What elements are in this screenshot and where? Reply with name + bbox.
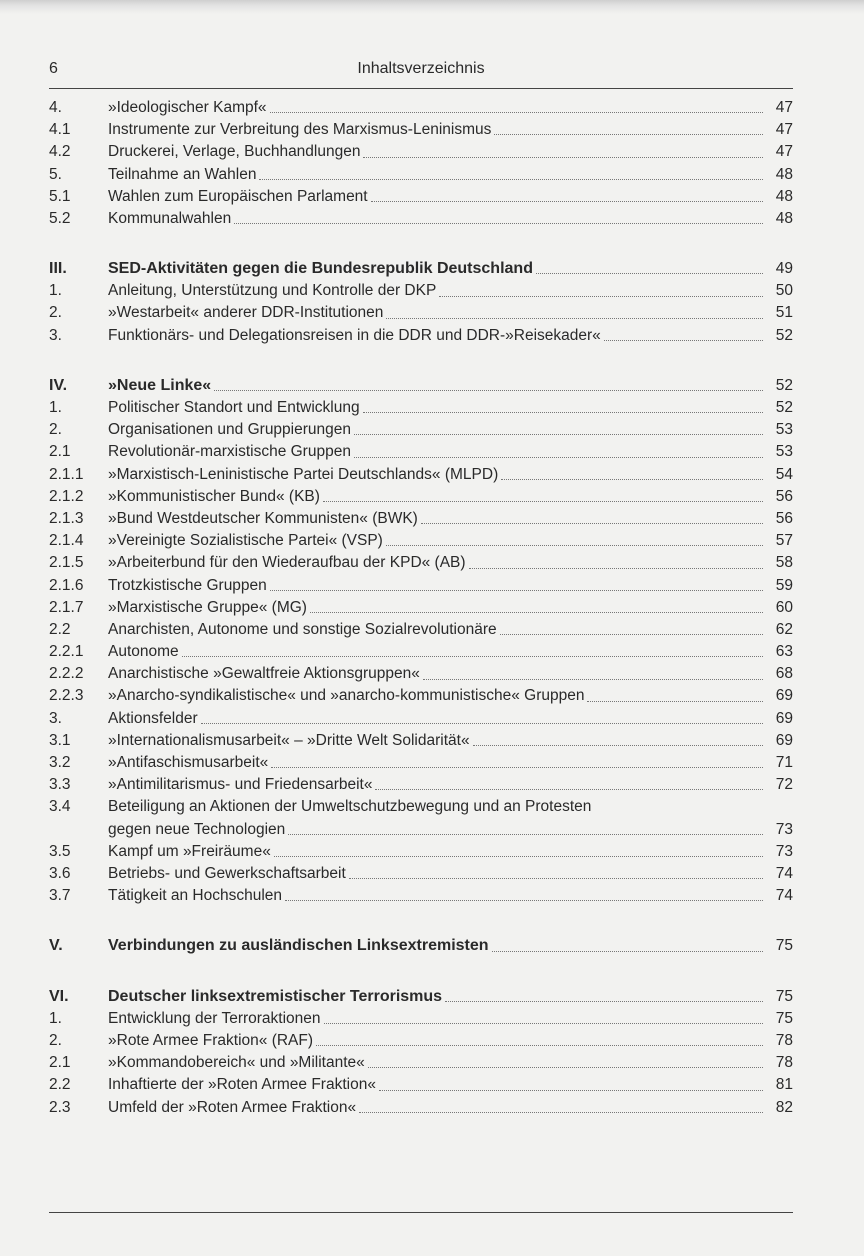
dot-leader xyxy=(445,995,763,1002)
toc-entry[interactable] xyxy=(49,119,793,141)
dot-leader xyxy=(375,783,763,790)
entry-number: 2.2.2 xyxy=(49,665,84,683)
section-number: IV. xyxy=(49,376,68,394)
entry-number: 2. xyxy=(49,421,62,439)
entry-page: 69 xyxy=(775,731,793,749)
entry-page: 52 xyxy=(775,376,793,394)
toc-entry[interactable] xyxy=(49,486,793,508)
toc-entry[interactable] xyxy=(49,641,793,663)
entry-page: 75 xyxy=(775,1009,793,1027)
dot-leader xyxy=(270,584,763,591)
dot-leader xyxy=(604,334,763,341)
page-number: 6 xyxy=(49,60,58,77)
entry-page: 74 xyxy=(775,865,793,882)
toc-entry[interactable] xyxy=(49,619,793,641)
toc-entry[interactable] xyxy=(49,686,793,708)
entry-title: »Vereinigte Sozialistische Partei« (VSP) xyxy=(108,532,383,550)
entry-number: 3. xyxy=(49,326,62,344)
entry-page: 60 xyxy=(775,598,793,616)
entry-number: 2.1.2 xyxy=(49,487,84,505)
entry-number: 4. xyxy=(49,98,62,116)
toc-entry[interactable] xyxy=(49,752,793,774)
entry-page: 48 xyxy=(775,187,793,205)
entry-page: 58 xyxy=(775,554,793,572)
dot-leader xyxy=(363,406,763,413)
entry-page: 50 xyxy=(775,282,793,300)
entry-title: Aktionsfelder xyxy=(108,709,198,727)
entry-number: 2. xyxy=(49,304,62,322)
entry-page: 78 xyxy=(775,1054,793,1072)
entry-title: Wahlen zum Europäischen Parlament xyxy=(108,187,368,205)
dot-leader xyxy=(349,872,763,879)
entry-title: »Anarcho-syndikalistische« und »anarcho-kommunistische« Gruppen xyxy=(108,687,585,705)
entry-page: 63 xyxy=(775,643,793,661)
entry-page: 47 xyxy=(775,98,793,116)
entry-page: 69 xyxy=(775,709,793,727)
entry-page: 48 xyxy=(775,165,793,183)
dot-leader xyxy=(500,628,763,635)
entry-page: 52 xyxy=(775,399,793,417)
entry-page: 72 xyxy=(775,776,793,794)
entry-number: 2.2.1 xyxy=(49,643,84,661)
toc-entry[interactable] xyxy=(49,303,793,325)
entry-page: 68 xyxy=(775,665,793,683)
dot-leader xyxy=(310,606,763,613)
entry-page: 47 xyxy=(775,143,793,161)
footer-rule xyxy=(49,1212,793,1213)
entry-title: Inhaftierte der »Roten Armee Fraktion« xyxy=(108,1076,376,1094)
toc-entry[interactable] xyxy=(49,97,793,119)
entry-title: Umfeld der »Roten Armee Fraktion« xyxy=(108,1098,357,1116)
entry-number: 3. xyxy=(49,709,62,727)
entry-page: 73 xyxy=(775,820,793,838)
toc-entry[interactable] xyxy=(49,508,793,530)
entry-title: »Arbeiterbund für den Wiederaufbau der KPD« (AB) xyxy=(108,554,466,572)
dot-leader xyxy=(288,828,763,835)
dot-leader xyxy=(234,217,763,224)
section-title: Deutscher linksextremistischer Terrorismus xyxy=(108,987,443,1005)
dot-leader xyxy=(587,695,763,702)
table-of-contents xyxy=(49,97,793,1119)
toc-entry[interactable] xyxy=(49,464,793,486)
dot-leader xyxy=(324,1017,763,1024)
toc-entry[interactable] xyxy=(49,1052,793,1074)
toc-entry[interactable] xyxy=(49,841,793,863)
dot-leader xyxy=(354,451,763,458)
toc-entry[interactable] xyxy=(49,164,793,186)
toc-entry[interactable] xyxy=(49,863,793,885)
toc-section-heading[interactable] xyxy=(49,258,793,280)
section-number: V. xyxy=(49,937,63,955)
entry-page: 47 xyxy=(775,121,793,139)
dot-leader xyxy=(259,173,763,180)
entry-number: 3.6 xyxy=(49,865,71,882)
toc-entry[interactable] xyxy=(49,597,793,619)
entry-title: »Internationalismusarbeit« – »Dritte Welt Solidarität« xyxy=(108,731,470,749)
entry-page: 59 xyxy=(775,576,793,594)
toc-entry[interactable] xyxy=(49,1097,793,1119)
toc-entry[interactable] xyxy=(49,1008,793,1030)
entry-number: 2.1 xyxy=(49,1054,71,1072)
entry-number: 2.1 xyxy=(49,443,71,461)
section-title: Verbindungen zu ausländischen Linksextremisten xyxy=(108,937,489,955)
toc-section-heading[interactable] xyxy=(49,986,793,1008)
section-title: SED-Aktivitäten gegen die Bundesrepublik Deutschland xyxy=(108,260,533,278)
entry-number: 3.5 xyxy=(49,842,71,860)
entry-number: 3.3 xyxy=(49,776,71,794)
toc-entry[interactable] xyxy=(49,397,793,419)
dot-leader xyxy=(501,473,763,480)
section-number: III. xyxy=(49,260,67,278)
entry-page: 56 xyxy=(775,509,793,527)
dot-leader xyxy=(421,517,763,524)
entry-page: 62 xyxy=(775,620,793,638)
toc-entry[interactable] xyxy=(49,1074,793,1096)
dot-leader xyxy=(492,945,763,952)
entry-page: 75 xyxy=(775,937,793,955)
toc-entry[interactable] xyxy=(49,419,793,441)
toc-section-heading[interactable] xyxy=(49,375,793,397)
entry-number: 2. xyxy=(49,1031,62,1049)
entry-number: 2.3 xyxy=(49,1098,71,1116)
entry-number: 5.1 xyxy=(49,187,71,205)
entry-title: Politischer Standort und Entwicklung xyxy=(108,399,360,417)
entry-title: Autonome xyxy=(108,643,179,661)
entry-title: »Marxistische Gruppe« (MG) xyxy=(108,598,307,616)
entry-page: 69 xyxy=(775,687,793,705)
entry-page: 52 xyxy=(775,326,793,344)
toc-entry[interactable] xyxy=(49,552,793,574)
toc-entry[interactable] xyxy=(49,796,793,840)
dot-leader xyxy=(274,850,763,857)
entry-number: 3.2 xyxy=(49,754,71,772)
entry-page: 75 xyxy=(775,987,793,1005)
entry-number: 4.2 xyxy=(49,143,71,161)
entry-title: »Antifaschismusarbeit« xyxy=(108,754,269,772)
dot-leader xyxy=(354,428,763,435)
entry-number: 2.2.3 xyxy=(49,687,84,705)
entry-number: 2.1.6 xyxy=(49,576,84,594)
entry-title: Anarchistische »Gewaltfreie Aktionsgruppen« xyxy=(108,665,420,683)
toc-entry[interactable] xyxy=(49,208,793,230)
toc-entry[interactable] xyxy=(49,186,793,208)
dot-leader xyxy=(469,562,763,569)
dot-leader xyxy=(285,894,763,901)
entry-page: 57 xyxy=(775,532,793,550)
entry-title: Revolutionär-marxistische Gruppen xyxy=(108,443,351,461)
entry-title-continued: gegen neue Technologien xyxy=(108,820,286,838)
dot-leader xyxy=(271,761,763,768)
entry-title: Organisationen und Gruppierungen xyxy=(108,421,352,439)
toc-entry[interactable] xyxy=(49,325,793,347)
dot-leader xyxy=(182,650,763,657)
toc-entry[interactable] xyxy=(49,575,793,597)
dot-leader xyxy=(363,151,763,158)
entry-number: 2.1.4 xyxy=(49,532,84,550)
entry-number: 2.1.1 xyxy=(49,465,84,483)
entry-number: 4.1 xyxy=(49,121,71,139)
dot-leader xyxy=(371,195,763,202)
scan-edge xyxy=(0,0,864,14)
entry-title: »Westarbeit« anderer DDR-Institutionen xyxy=(108,304,384,322)
dot-leader xyxy=(494,128,763,135)
entry-number: 1. xyxy=(49,399,62,417)
entry-page: 78 xyxy=(775,1031,793,1049)
entry-title: Beteiligung an Aktionen der Umweltschutzbewegung und an Protesten xyxy=(108,798,592,816)
section-number: VI. xyxy=(49,987,69,1005)
dot-leader xyxy=(323,495,763,502)
dot-leader xyxy=(386,312,763,319)
entry-title: Kommunalwahlen xyxy=(108,209,232,227)
entry-page: 74 xyxy=(775,887,793,905)
entry-title: Druckerei, Verlage, Buchhandlungen xyxy=(108,143,361,161)
entry-number: 1. xyxy=(49,282,62,300)
entry-title: Trotzkistische Gruppen xyxy=(108,576,267,594)
entry-number: 2.2 xyxy=(49,620,71,638)
entry-title: »Bund Westdeutscher Kommunisten« (BWK) xyxy=(108,509,418,527)
dot-leader xyxy=(379,1084,763,1091)
entry-title: Instrumente zur Verbreitung des Marxismus-Leninismus xyxy=(108,121,492,139)
entry-title: »Ideologischer Kampf« xyxy=(108,98,267,116)
entry-page: 53 xyxy=(775,421,793,439)
entry-page: 81 xyxy=(775,1076,793,1094)
entry-page: 82 xyxy=(775,1098,793,1116)
entry-page: 73 xyxy=(775,842,793,860)
toc-entry[interactable] xyxy=(49,730,793,752)
toc-entry[interactable] xyxy=(49,141,793,163)
dot-leader xyxy=(201,717,763,724)
entry-page: 71 xyxy=(775,754,793,772)
entry-number: 2.1.3 xyxy=(49,509,84,527)
toc-entry[interactable] xyxy=(49,441,793,463)
entry-number: 2.1.5 xyxy=(49,554,84,572)
dot-leader xyxy=(439,290,763,297)
dot-leader xyxy=(473,739,763,746)
dot-leader xyxy=(316,1039,763,1046)
toc-entry[interactable] xyxy=(49,774,793,796)
entry-number: 3.7 xyxy=(49,887,71,905)
toc-entry[interactable] xyxy=(49,708,793,730)
dot-leader xyxy=(359,1106,763,1113)
entry-title: »Marxistisch-Leninistische Partei Deutschlands« (MLPD) xyxy=(108,465,499,483)
entry-page: 53 xyxy=(775,443,793,461)
entry-page: 51 xyxy=(775,304,793,322)
entry-title: Entwicklung der Terroraktionen xyxy=(108,1009,321,1027)
entry-number: 2.2 xyxy=(49,1076,71,1094)
dot-leader xyxy=(423,673,763,680)
entry-page: 54 xyxy=(775,465,793,483)
entry-title: »Kommunistischer Bund« (KB) xyxy=(108,487,320,505)
dot-leader xyxy=(536,267,763,274)
entry-title: Betriebs- und Gewerkschaftsarbeit xyxy=(108,865,346,882)
entry-title: Anarchisten, Autonome und sonstige Sozialrevolutionäre xyxy=(108,620,497,638)
entry-number: 3.4 xyxy=(49,798,71,816)
toc-entry[interactable] xyxy=(49,885,793,907)
entry-number: 5. xyxy=(49,165,62,183)
entry-number: 5.2 xyxy=(49,209,71,227)
entry-number: 3.1 xyxy=(49,731,71,749)
entry-title: Teilnahme an Wahlen xyxy=(108,165,257,183)
entry-page: 49 xyxy=(775,260,793,278)
entry-title: Tätigkeit an Hochschulen xyxy=(108,887,283,905)
dot-leader xyxy=(368,1061,763,1068)
toc-entry[interactable] xyxy=(49,663,793,685)
toc-entry[interactable] xyxy=(49,530,793,552)
entry-number: 2.1.7 xyxy=(49,598,84,616)
running-title: Inhaltsverzeichnis xyxy=(357,60,485,77)
dot-leader xyxy=(270,106,763,113)
entry-page: 48 xyxy=(775,209,793,227)
entry-title: Anleitung, Unterstützung und Kontrolle der DKP xyxy=(108,282,437,300)
entry-title: »Rote Armee Fraktion« (RAF) xyxy=(108,1031,314,1049)
entry-number: 1. xyxy=(49,1009,62,1027)
entry-title: »Antimilitarismus- und Friedensarbeit« xyxy=(108,776,373,794)
dot-leader xyxy=(214,384,763,391)
toc-entry[interactable] xyxy=(49,280,793,302)
entry-title: »Kommandobereich« und »Militante« xyxy=(108,1054,365,1072)
dot-leader xyxy=(386,539,763,546)
entry-page: 56 xyxy=(775,487,793,505)
section-title: »Neue Linke« xyxy=(108,376,212,394)
page-header xyxy=(49,56,793,89)
entry-title: Funktionärs- und Delegationsreisen in die DDR und DDR-»Reisekader« xyxy=(108,326,601,344)
toc-entry[interactable] xyxy=(49,1030,793,1052)
toc-section-heading[interactable] xyxy=(49,935,793,957)
entry-title: Kampf um »Freiräume« xyxy=(108,842,271,860)
